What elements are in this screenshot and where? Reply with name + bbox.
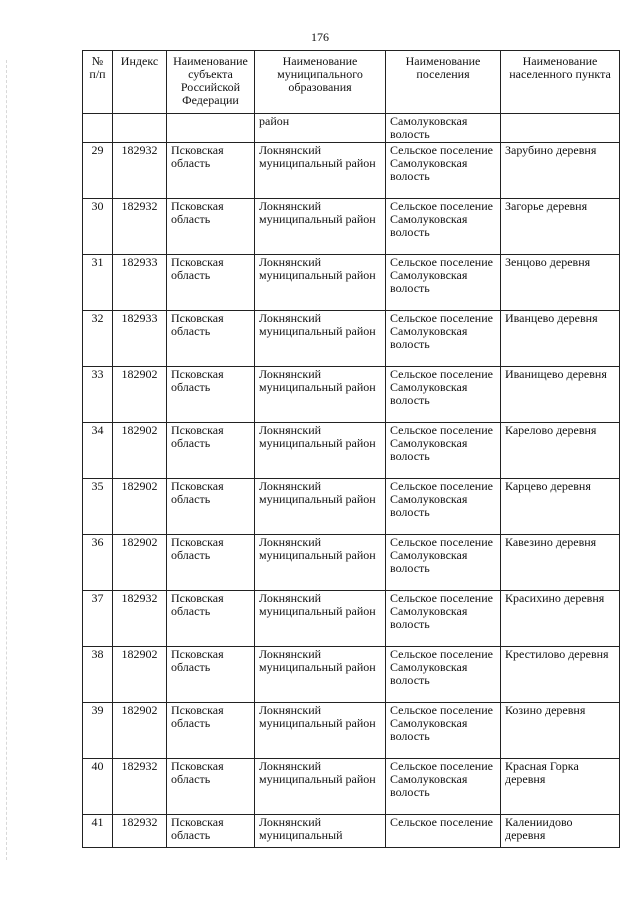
cell-subject: Псковская область bbox=[167, 703, 255, 759]
table-row bbox=[83, 479, 620, 535]
cell-settlement: Сельское поселение Самолуковская волость bbox=[386, 479, 501, 535]
cell-num: 30 bbox=[83, 199, 113, 255]
cell-subject: Псковская область bbox=[167, 423, 255, 479]
column-header-index: Индекс bbox=[113, 51, 167, 114]
cell-subject: Псковская область bbox=[167, 311, 255, 367]
cell-municipality: Локнянский муниципальный район bbox=[255, 591, 386, 647]
cell-index bbox=[113, 114, 167, 143]
cell-locality: Загорье деревня bbox=[501, 199, 620, 255]
cell-subject: Псковская область bbox=[167, 479, 255, 535]
page-number: 176 bbox=[311, 30, 329, 44]
cell-settlement: Самолуковская волость bbox=[386, 114, 501, 143]
cell-municipality: Локнянский муниципальный район bbox=[255, 647, 386, 703]
table-row bbox=[83, 703, 620, 759]
cell-num: 40 bbox=[83, 759, 113, 815]
cell-subject: Псковская область bbox=[167, 759, 255, 815]
cell-subject: Псковская область bbox=[167, 535, 255, 591]
cell-num: 34 bbox=[83, 423, 113, 479]
cell-num: 29 bbox=[83, 143, 113, 199]
cell-settlement: Сельское поселение Самолуковская волость bbox=[386, 143, 501, 199]
cell-locality: Кавезино деревня bbox=[501, 535, 620, 591]
scan-edge-mark bbox=[6, 60, 8, 860]
cell-index: 182932 bbox=[113, 591, 167, 647]
cell-num: 38 bbox=[83, 647, 113, 703]
cell-settlement: Сельское поселение Самолуковская волость bbox=[386, 535, 501, 591]
cell-index: 182902 bbox=[113, 535, 167, 591]
cell-municipality: Локнянский муниципальный район bbox=[255, 479, 386, 535]
table-row bbox=[83, 535, 620, 591]
cell-subject bbox=[167, 114, 255, 143]
cell-locality: Иванцево деревня bbox=[501, 311, 620, 367]
table-row bbox=[83, 311, 620, 367]
cell-num: 35 bbox=[83, 479, 113, 535]
table-row bbox=[83, 815, 620, 848]
cell-num: 31 bbox=[83, 255, 113, 311]
cell-locality: Зарубино деревня bbox=[501, 143, 620, 199]
cell-locality: Карелово деревня bbox=[501, 423, 620, 479]
cell-municipality: Локнянский муниципальный район bbox=[255, 199, 386, 255]
column-header-locality: Наименование населенного пункта bbox=[501, 51, 620, 114]
cell-settlement: Сельское поселение bbox=[386, 815, 501, 848]
cell-num: 41 bbox=[83, 815, 113, 848]
cell-settlement: Сельское поселение Самолуковская волость bbox=[386, 759, 501, 815]
cell-locality: Калениидово деревня bbox=[501, 815, 620, 848]
cell-index: 182902 bbox=[113, 703, 167, 759]
cell-settlement: Сельское поселение Самолуковская волость bbox=[386, 591, 501, 647]
cell-municipality: Локнянский муниципальный район bbox=[255, 255, 386, 311]
cell-locality: Красихино деревня bbox=[501, 591, 620, 647]
cell-settlement: Сельское поселение Самолуковская волость bbox=[386, 703, 501, 759]
table-row bbox=[83, 255, 620, 311]
cell-subject: Псковская область bbox=[167, 255, 255, 311]
settlements-table bbox=[82, 50, 620, 848]
cell-locality: Зенцово деревня bbox=[501, 255, 620, 311]
cell-settlement: Сельское поселение Самолуковская волость bbox=[386, 255, 501, 311]
cell-municipality: Локнянский муниципальный район bbox=[255, 143, 386, 199]
cell-settlement: Сельское поселение Самолуковская волость bbox=[386, 311, 501, 367]
cell-municipality: Локнянский муниципальный район bbox=[255, 703, 386, 759]
cell-locality: Карцево деревня bbox=[501, 479, 620, 535]
cell-index: 182902 bbox=[113, 479, 167, 535]
cell-locality: Козино деревня bbox=[501, 703, 620, 759]
cell-index: 182902 bbox=[113, 423, 167, 479]
cell-index: 182902 bbox=[113, 367, 167, 423]
table-row bbox=[83, 423, 620, 479]
cell-num: 33 bbox=[83, 367, 113, 423]
column-header-num: № п/п bbox=[83, 51, 113, 114]
cell-locality: Иванищево деревня bbox=[501, 367, 620, 423]
cell-settlement: Сельское поселение Самолуковская волость bbox=[386, 647, 501, 703]
cell-subject: Псковская область bbox=[167, 647, 255, 703]
table-row bbox=[83, 367, 620, 423]
column-header-subject: Наименование субъекта Российской Федерации bbox=[167, 51, 255, 114]
column-header-municipality: Наименование муниципального образования bbox=[255, 51, 386, 114]
cell-index: 182932 bbox=[113, 143, 167, 199]
cell-municipality: Локнянский муниципальный район bbox=[255, 367, 386, 423]
cell-settlement: Сельское поселение Самолуковская волость bbox=[386, 367, 501, 423]
cell-settlement: Сельское поселение Самолуковская волость bbox=[386, 423, 501, 479]
cell-settlement: Сельское поселение Самолуковская волость bbox=[386, 199, 501, 255]
cell-municipality: Локнянский муниципальный район bbox=[255, 423, 386, 479]
cell-locality: Красная Горка деревня bbox=[501, 759, 620, 815]
cell-subject: Псковская область bbox=[167, 367, 255, 423]
cell-num: 37 bbox=[83, 591, 113, 647]
cell-num: 39 bbox=[83, 703, 113, 759]
continuation-row bbox=[83, 114, 620, 143]
cell-subject: Псковская область bbox=[167, 143, 255, 199]
cell-municipality: район bbox=[255, 114, 386, 143]
cell-locality bbox=[501, 114, 620, 143]
cell-municipality: Локнянский муниципальный bbox=[255, 815, 386, 848]
cell-municipality: Локнянский муниципальный район bbox=[255, 759, 386, 815]
table-header-row bbox=[83, 51, 620, 114]
cell-municipality: Локнянский муниципальный район bbox=[255, 535, 386, 591]
cell-num bbox=[83, 114, 113, 143]
table-row bbox=[83, 143, 620, 199]
table-row bbox=[83, 647, 620, 703]
cell-index: 182933 bbox=[113, 255, 167, 311]
table-row bbox=[83, 199, 620, 255]
cell-index: 182932 bbox=[113, 815, 167, 848]
cell-index: 182932 bbox=[113, 199, 167, 255]
table-row bbox=[83, 591, 620, 647]
cell-index: 182932 bbox=[113, 759, 167, 815]
cell-num: 32 bbox=[83, 311, 113, 367]
cell-subject: Псковская область bbox=[167, 199, 255, 255]
column-header-settlement: Наименование поселения bbox=[386, 51, 501, 114]
cell-subject: Псковская область bbox=[167, 815, 255, 848]
cell-subject: Псковская область bbox=[167, 591, 255, 647]
cell-locality: Крестилово деревня bbox=[501, 647, 620, 703]
cell-index: 182933 bbox=[113, 311, 167, 367]
cell-num: 36 bbox=[83, 535, 113, 591]
cell-index: 182902 bbox=[113, 647, 167, 703]
cell-municipality: Локнянский муниципальный район bbox=[255, 311, 386, 367]
table-row bbox=[83, 759, 620, 815]
